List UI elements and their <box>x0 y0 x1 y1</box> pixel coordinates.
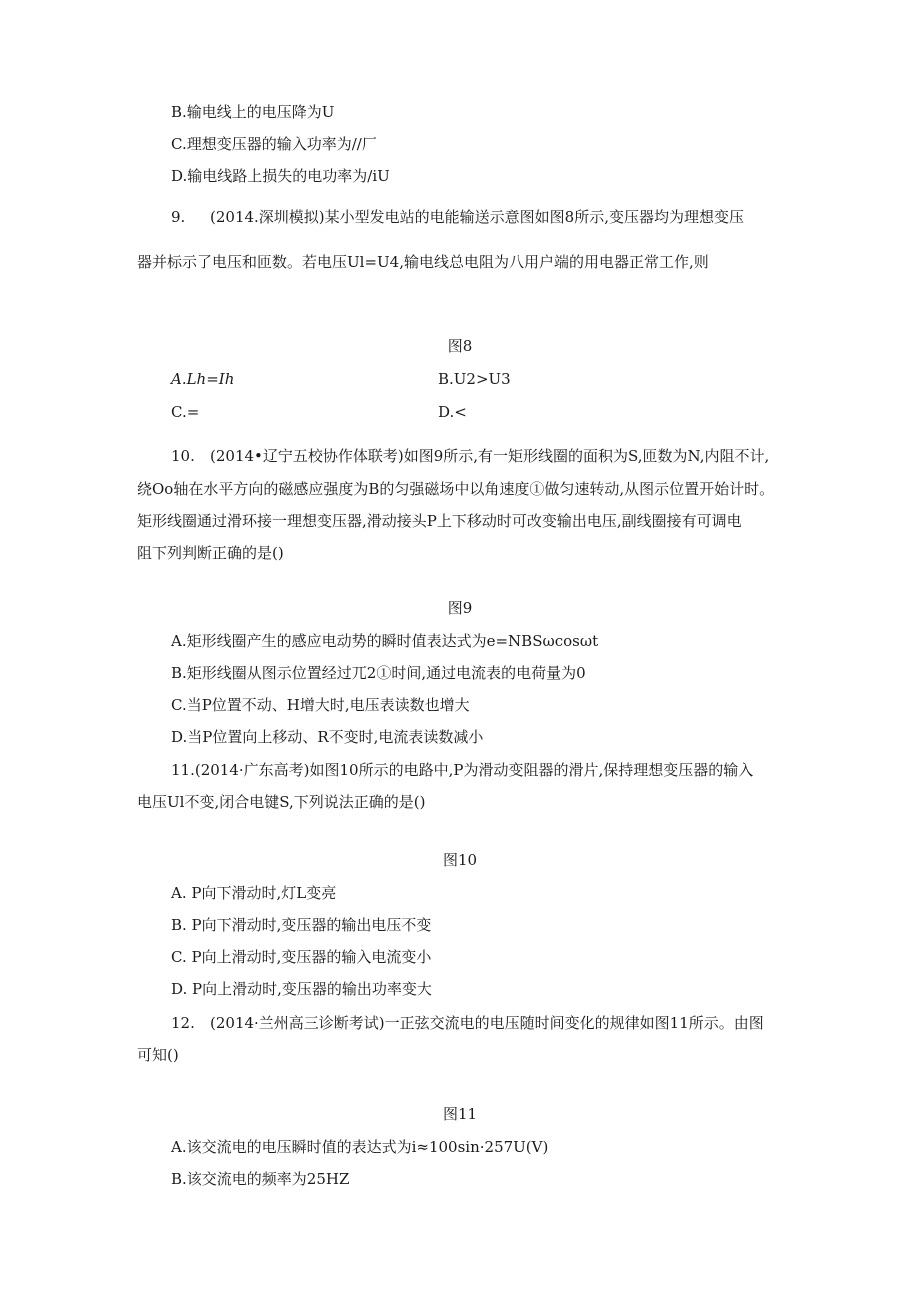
q11-option-c: C. P向上滑动时,变压器的输入电流变小 <box>171 948 432 966</box>
q11-option-d: D. P向上滑动时,变压器的输出功率变大 <box>171 980 432 998</box>
q9-stem-line-2: 器并标示了电压和匝数。若电压Ul=U4,输电线总电阻为八用户端的用电器正常工作,则 <box>137 253 709 271</box>
q11-option-a: A. P向下滑动时,灯L变亮 <box>171 884 337 902</box>
q10-number: 10. <box>171 447 195 465</box>
q11-option-b: B. P向下滑动时,变压器的输出电压不变 <box>171 916 432 934</box>
q8-option-c: C.理想变压器的输入功率为//厂 <box>171 135 377 153</box>
q10-option-a: A.矩形线圈产生的感应电动势的瞬时值表达式为e=NBSωcosωt <box>171 632 599 650</box>
q11-stem-line-2: 电压Ul不变,闭合电键S,下列说法正确的是() <box>137 793 426 811</box>
q9-option-d: D.< <box>438 403 467 421</box>
q12-stem-line-2: 可知() <box>137 1046 179 1064</box>
q10-option-b: B.矩形线圈从图示位置经过兀2①时间,通过电流表的电荷量为0 <box>171 664 586 682</box>
q9-stem-line-1: (2014.深圳模拟)某小型发电站的电能输送示意图如图8所示,变压器均为理想变压 <box>210 208 744 226</box>
q12-option-a: A.该交流电的电压瞬时值的表达式为i≈100sin·257U(V) <box>171 1138 549 1156</box>
q9-figure-caption: 图8 <box>447 337 473 355</box>
q12-number: 12. <box>171 1014 195 1032</box>
q9-option-a: A.Lh=Ih <box>171 370 235 388</box>
q8-option-b: B.输电线上的电压降为U <box>171 103 335 121</box>
q10-option-c: C.当P位置不动、H增大时,电压表读数也增大 <box>171 696 470 714</box>
q10-stem-line-4: 阻下列判断正确的是() <box>137 544 284 562</box>
q12-figure-caption: 图11 <box>442 1105 478 1123</box>
q9-option-c: C.= <box>171 403 200 421</box>
q10-option-d: D.当P位置向上移动、R不变时,电流表读数减小 <box>171 728 484 746</box>
q10-stem-line-1: (2014•辽宁五校协作体联考)如图9所示,有一矩形线圈的面积为S,匝数为N,内阻不计, <box>210 447 770 465</box>
q9-option-b: B.U2>U3 <box>438 370 511 388</box>
q8-option-d: D.输电线路上损失的电功率为∕iU <box>171 167 390 185</box>
q12-stem-line-1: (2014·兰州高三诊断考试)一正弦交流电的电压随时间变化的规律如图11所示。由图 <box>210 1014 764 1032</box>
q10-stem-line-3: 矩形线圈通过滑环接一理想变压器,滑动接头P上下移动时可改变输出电压,副线圈接有可调电 <box>137 512 742 530</box>
q10-stem-line-2: 绕Oo轴在水平方向的磁感应强度为B的匀强磁场中以角速度①做匀速转动,从图示位置开始计时。 <box>137 480 775 498</box>
q11-stem-line-1: 11.(2014·广东高考)如图10所示的电路中,P为滑动变阻器的滑片,保持理想变压器的输入 <box>171 761 754 779</box>
q9-number: 9. <box>171 208 186 226</box>
q10-figure-caption: 图9 <box>447 599 473 617</box>
q12-option-b: B.该交流电的频率为25HZ <box>171 1170 350 1188</box>
q11-figure-caption: 图10 <box>442 851 478 869</box>
